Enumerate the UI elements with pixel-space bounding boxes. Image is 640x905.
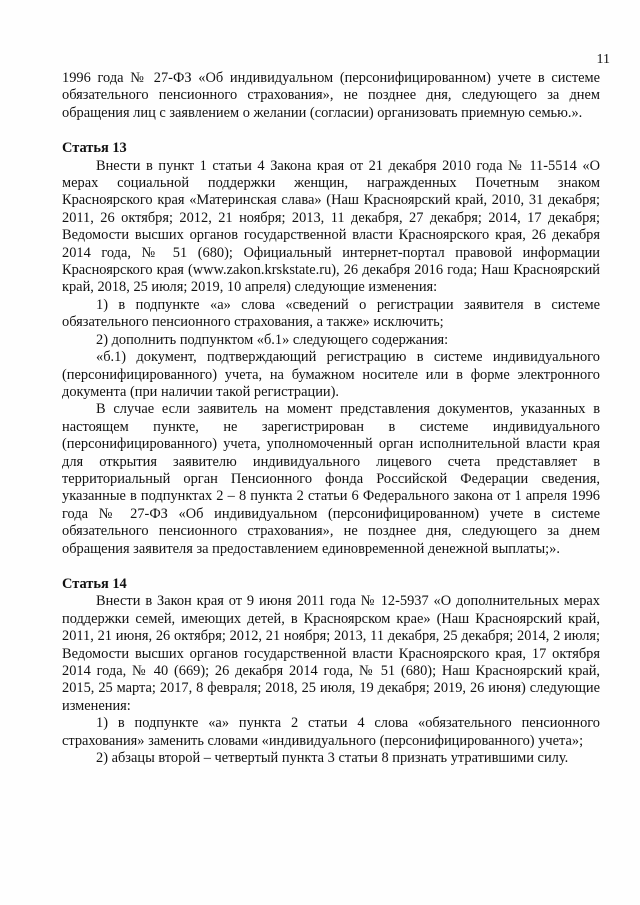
article-13-paragraph-2: 1) в подпункте «а» слова «сведений о регистрации заявителя в системе обязательного пенсионного страхования, а также» исключить; bbox=[62, 296, 600, 331]
intro-paragraph: 1996 года № 27-ФЗ «Об индивидуальном (персонифицированном) учете в системе обязательного пенсионного страхования», не позднее дня, следующего за днем обращения лиц с заявлением о желании (согласии) организовать приемную семью.». bbox=[62, 70, 600, 121]
page-number: 11 bbox=[596, 52, 610, 67]
document-body bbox=[62, 70, 600, 767]
article-14-paragraph-2: 1) в подпункте «а» пункта 2 статьи 4 слова «обязательного пенсионного страхования» заменить словами «индивидуального (персонифицированного) учета»; bbox=[62, 715, 600, 749]
article-13-paragraph-3: 2) дополнить подпунктом «б.1» следующего содержания: bbox=[96, 331, 449, 348]
article-13-paragraph-1: Внести в пункт 1 статьи 4 Закона края от 21 декабря 2010 года № 11-5514 «О мерах социальной поддержки женщин, награжденных Почетным знаком Красноярского края «Материнская слава» (Наш Красноярский край, 2010, 31 декабря; 2011, 26 октября; 2012, 21 ноября; 2013, 11 декабря, 27 декабря; 2014, 17 декабря; Ведомости высших органов государственной власти Красноярского края, 26 декабря 2014 года, № 51 (680); Официальный интернет-портал правовой информации Красноярского края (www.zakon.krskstate.ru), 26 декабря 2016 года; Наш Красноярский край, 2018, 25 июля; 2019, 10 апреля) следующие изменения: bbox=[62, 157, 600, 296]
article-13-paragraph-4: «б.1) документ, подтверждающий регистрацию в системе индивидуального (персонифицированного) учета, на бумажном носителе или в форме электронного документа (при наличии такой регистрации). bbox=[62, 349, 600, 400]
article-13-paragraph-5: В случае если заявитель на момент представления документов, указанных в настоящем пункте, не зарегистрирован в системе индивидуального (персонифицированного) учета, уполномоченный орган исполнительной власти края для открытия заявителю индивидуального лицевого счета представляет в территориальный орган Пенсионного фонда Российской Федерации сведения, указанные в подпунктах 2 – 8 пункта 2 статьи 6 Федерального закона от 1 апреля 1996 года № 27-ФЗ «Об индивидуальном (персонифицированном) учете в системе обязательного пенсионного страхования», не позднее дня, следующего за днем обращения заявителя за предоставлением единовременной денежной выплаты;». bbox=[62, 401, 600, 557]
article-14-paragraph-1: Внести в Закон края от 9 июня 2011 года № 12-5937 «О дополнительных мерах поддержки семей, имеющих детей, в Красноярском крае» (Наш Красноярский край, 2011, 21 июня, 26 октября; 2012, 21 ноября; 2013, 11 декабря, 25 декабря; 2014, 2 июля; Ведомости высших органов государственной власти Красноярского края, 17 октября 2014 года, № 40 (669); 26 декабря 2014 года, № 51 (680); Наш Красноярский край, 2015, 25 марта; 2017, 8 февраля; 2018, 25 июля, 19 декабря; 2019, 26 июня) следующие изменения: bbox=[62, 593, 600, 714]
article-14-paragraph-3: 2) абзацы второй – четвертый пункта 3 статьи 8 признать утратившими силу. bbox=[96, 750, 569, 767]
article-14-title: Статья 14 bbox=[62, 575, 127, 592]
article-13-title: Статья 13 bbox=[62, 140, 127, 157]
